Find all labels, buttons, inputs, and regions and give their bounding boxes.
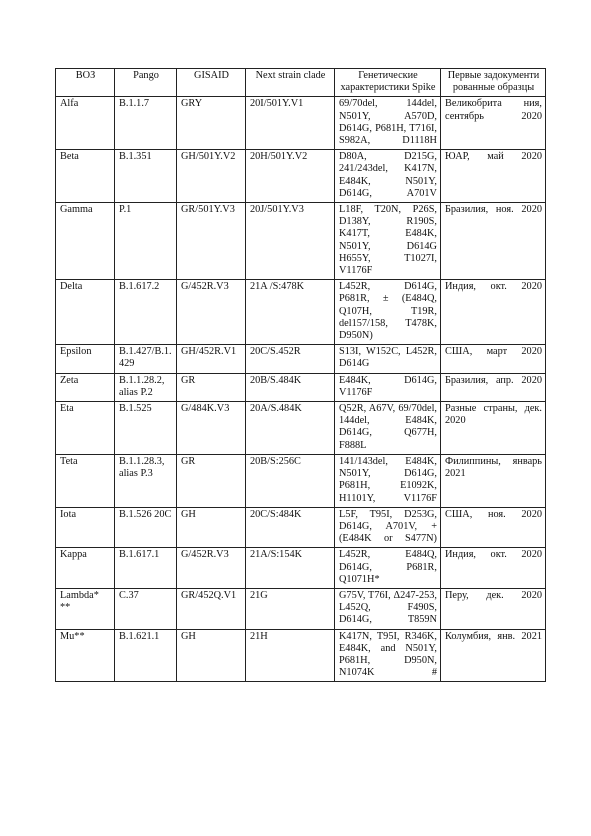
cell-nextstrain: 20I/501Y.V1: [246, 97, 335, 150]
cell-who: Eta: [56, 402, 115, 455]
cell-spike: L452R, D614G, P681R, ± (E484Q, Q107H, T19R, del157/158, T478K, D950N): [335, 280, 441, 345]
cell-pango: B.1.1.7: [115, 97, 177, 150]
cell-gisaid: GH: [177, 629, 246, 682]
cell-first-samples: Перу, дек. 2020: [441, 588, 546, 629]
cell-nextstrain: 20J/501Y.V3: [246, 203, 335, 280]
cell-first-samples: Разные страны, дек. 2020: [441, 402, 546, 455]
cell-first-samples: ЮАР, май 2020: [441, 150, 546, 203]
cell-spike: L5F, T95I, D253G, D614G, A701V, + (E484K or S477N): [335, 507, 441, 548]
cell-pango: C.37: [115, 588, 177, 629]
cell-nextstrain: 20C/S.452R: [246, 345, 335, 373]
cell-who: Alfa: [56, 97, 115, 150]
cell-nextstrain: 20B/S:256C: [246, 454, 335, 507]
cell-gisaid: G/484K.V3: [177, 402, 246, 455]
cell-pango: B.1.621.1: [115, 629, 177, 682]
cell-first-samples: США, ноя. 2020: [441, 507, 546, 548]
cell-gisaid: GR: [177, 373, 246, 401]
table-row: [56, 97, 546, 150]
cell-who: Kappa: [56, 548, 115, 589]
table-row: [56, 280, 546, 345]
cell-gisaid: G/452R.V3: [177, 548, 246, 589]
cell-who: Zeta: [56, 373, 115, 401]
cell-spike: S13I, W152C, L452R, D614G: [335, 345, 441, 373]
header-who: ВОЗ: [56, 69, 115, 97]
cell-first-samples: Бразилия, ноя. 2020: [441, 203, 546, 280]
header-spike: Генетические характеристики Spike: [335, 69, 441, 97]
table-row: [56, 454, 546, 507]
table-row: [56, 548, 546, 589]
cell-spike: E484K, D614G, V1176F: [335, 373, 441, 401]
cell-who: Mu**: [56, 629, 115, 682]
cell-pango: B.1.427/B.1.429: [115, 345, 177, 373]
cell-who: Gamma: [56, 203, 115, 280]
cell-nextstrain: 20H/501Y.V2: [246, 150, 335, 203]
cell-who: Iota: [56, 507, 115, 548]
cell-who: Beta: [56, 150, 115, 203]
table-row: [56, 373, 546, 401]
cell-who: Teta: [56, 454, 115, 507]
cell-nextstrain: 20B/S.484K: [246, 373, 335, 401]
cell-pango: B.1.526 20C: [115, 507, 177, 548]
cell-gisaid: GRY: [177, 97, 246, 150]
cell-gisaid: GR: [177, 454, 246, 507]
cell-pango: B.1.617.1: [115, 548, 177, 589]
cell-pango: P.1: [115, 203, 177, 280]
table-row: [56, 507, 546, 548]
cell-who: Epsilon: [56, 345, 115, 373]
cell-spike: G75V, T76I, Δ247-253, L452Q, F490S, D614G, T859N: [335, 588, 441, 629]
header-nextstrain: Next strain clade: [246, 69, 335, 97]
cell-who: Delta: [56, 280, 115, 345]
table-row: [56, 402, 546, 455]
header-first-samples: Первые задокументи рованные образцы: [441, 69, 546, 97]
table-row: [56, 150, 546, 203]
cell-who: Lambda* **: [56, 588, 115, 629]
cell-pango: B.1.351: [115, 150, 177, 203]
cell-first-samples: Великобрита ния, сентябрь 2020: [441, 97, 546, 150]
cell-gisaid: GH/501Y.V2: [177, 150, 246, 203]
cell-pango: B.1.1.28.2, alias P.2: [115, 373, 177, 401]
cell-gisaid: GH/452R.V1: [177, 345, 246, 373]
cell-pango: B.1.1.28.3, alias P.3: [115, 454, 177, 507]
header-gisaid: GISAID: [177, 69, 246, 97]
cell-spike: K417N, T95I, R346K, E484K, and N501Y, P681H, D950N, N1074K #: [335, 629, 441, 682]
cell-gisaid: G/452R.V3: [177, 280, 246, 345]
cell-spike: L18F, T20N, P26S, D138Y, R190S, K417T, E484K, N501Y, D614G H655Y, T1027I, V1176F: [335, 203, 441, 280]
cell-pango: B.1.617.2: [115, 280, 177, 345]
cell-nextstrain: 21H: [246, 629, 335, 682]
cell-first-samples: США, март 2020: [441, 345, 546, 373]
cell-nextstrain: 20C/S:484K: [246, 507, 335, 548]
cell-first-samples: Бразилия, апр. 2020: [441, 373, 546, 401]
cell-nextstrain: 21G: [246, 588, 335, 629]
cell-spike: 141/143del, E484K, N501Y, D614G, P681H, E1092K, H1101Y, V1176F: [335, 454, 441, 507]
cell-gisaid: GR/452Q.V1: [177, 588, 246, 629]
cell-first-samples: Филиппины, январь 2021: [441, 454, 546, 507]
cell-gisaid: GR/501Y.V3: [177, 203, 246, 280]
cell-pango: B.1.525: [115, 402, 177, 455]
cell-spike: L452R, E484Q, D614G, P681R, Q1071H*: [335, 548, 441, 589]
table-header-row: [56, 69, 546, 97]
table-row: [56, 203, 546, 280]
cell-first-samples: Индия, окт. 2020: [441, 548, 546, 589]
cell-spike: 69/70del, 144del, N501Y, A570D, D614G, P681H, T716I, S982A, D1118H: [335, 97, 441, 150]
table-row: [56, 629, 546, 682]
cell-gisaid: GH: [177, 507, 246, 548]
table-row: [56, 345, 546, 373]
cell-nextstrain: 20A/S.484K: [246, 402, 335, 455]
cell-spike: D80A, D215G, 241/243del, K417N, E484K, N501Y, D614G, A701V: [335, 150, 441, 203]
header-pango: Pango: [115, 69, 177, 97]
cell-spike: Q52R, A67V, 69/70del, 144del, E484K, D614G, Q677H, F888L: [335, 402, 441, 455]
cell-nextstrain: 21A /S:478K: [246, 280, 335, 345]
cell-nextstrain: 21A/S:154K: [246, 548, 335, 589]
cell-first-samples: Индия, окт. 2020: [441, 280, 546, 345]
cell-first-samples: Колумбия, янв. 2021: [441, 629, 546, 682]
table-row: [56, 588, 546, 629]
variants-table: [55, 68, 546, 682]
